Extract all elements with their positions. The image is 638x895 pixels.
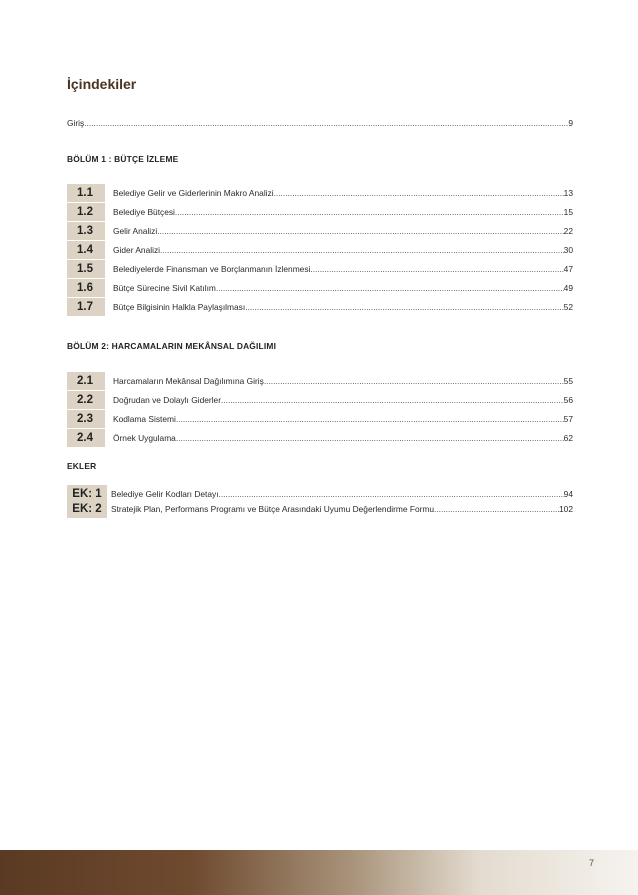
entry-number: 2.4: [67, 429, 105, 447]
entry-label: Bütçe Bilgisinin Halkla Paylaşılması: [113, 302, 246, 312]
dot-leader: [310, 264, 563, 274]
toc-entry[interactable]: [67, 260, 573, 278]
entry-label: Gider Analizi: [113, 245, 161, 255]
section-heading-1: BÖLÜM 1 : BÜTÇE İZLEME: [67, 154, 179, 164]
dot-leader: [245, 302, 563, 312]
dot-leader: [157, 226, 563, 236]
page-number: 7: [589, 858, 595, 868]
toc-title: İçindekiler: [67, 76, 137, 92]
toc-entry[interactable]: [67, 500, 573, 518]
dot-leader: [175, 207, 564, 217]
entry-number: 2.3: [67, 410, 105, 428]
dot-leader: [176, 414, 564, 424]
toc-entry[interactable]: [67, 298, 573, 316]
entry-page: 30: [563, 245, 573, 255]
dot-leader: [219, 489, 564, 499]
entry-number: 1.3: [67, 222, 105, 240]
section-heading-2: BÖLÜM 2: HARCAMALARIN MEKÂNSAL DAĞILIMI: [67, 341, 277, 351]
toc-entry[interactable]: [67, 222, 573, 240]
entry-label: Belediye Bütçesi: [113, 207, 175, 217]
entry-page: 49: [563, 283, 573, 293]
entry-number: 1.6: [67, 279, 105, 297]
entry-label: Giriş: [67, 118, 85, 128]
toc-entry[interactable]: [67, 372, 573, 390]
dot-leader: [274, 188, 564, 198]
entry-label: Stratejik Plan, Performans Programı ve Bütçe Arasındaki Uyumu Değerlendirme Formu: [111, 504, 435, 514]
entry-number: 1.2: [67, 203, 105, 221]
entry-page: 62: [563, 433, 573, 443]
toc-entry[interactable]: [67, 391, 573, 409]
toc-entry-intro[interactable]: [67, 118, 573, 128]
entry-page: 57: [563, 414, 573, 424]
dot-leader: [434, 504, 559, 514]
toc-entry[interactable]: [67, 184, 573, 202]
toc-entry[interactable]: [67, 203, 573, 221]
entry-page: 102: [559, 504, 573, 514]
entry-label: Belediye Gelir ve Giderlerinin Makro Analizi: [113, 188, 274, 198]
entry-label: Belediyelerde Finansman ve Borçlanmanın İzlenmesi: [113, 264, 311, 274]
entry-page: 15: [563, 207, 573, 217]
entry-page: 55: [563, 376, 573, 386]
dot-leader: [216, 283, 564, 293]
entry-page: 56: [563, 395, 573, 405]
entry-label: Belediye Gelir Kodları Detayı: [111, 489, 219, 499]
entry-label: Gelir Analizi: [113, 226, 158, 236]
toc-entry[interactable]: [67, 429, 573, 447]
dot-leader: [221, 395, 564, 405]
entry-label: Bütçe Sürecine Sivil Katılım: [113, 283, 216, 293]
entry-number: 1.5: [67, 260, 105, 278]
entry-page: 47: [563, 264, 573, 274]
entry-label: Örnek Uygulama: [113, 433, 176, 443]
entry-number: 2.1: [67, 372, 105, 390]
entry-number: 1.4: [67, 241, 105, 259]
entry-label: Kodlama Sistemi: [113, 414, 176, 424]
entry-page: 9: [568, 118, 573, 128]
entry-label: Harcamaların Mekânsal Dağılımına Giriş: [113, 376, 264, 386]
toc-entry[interactable]: [67, 279, 573, 297]
entry-number: EK: 1: [67, 485, 107, 503]
entry-page: 22: [563, 226, 573, 236]
dot-leader: [264, 376, 564, 386]
toc-entry[interactable]: [67, 241, 573, 259]
entry-number: 2.2: [67, 391, 105, 409]
entry-number: 1.1: [67, 184, 105, 202]
dot-leader: [160, 245, 564, 255]
entry-number: EK: 2: [67, 500, 107, 518]
dot-leader: [84, 118, 568, 128]
entry-page: 94: [563, 489, 573, 499]
entry-number: 1.7: [67, 298, 105, 316]
entry-label: Doğrudan ve Dolaylı Giderler: [113, 395, 221, 405]
entry-page: 52: [563, 302, 573, 312]
entry-page: 13: [563, 188, 573, 198]
toc-entry[interactable]: [67, 410, 573, 428]
footer-gradient-band: [0, 850, 638, 895]
appendix-heading: EKLER: [67, 461, 97, 471]
dot-leader: [176, 433, 564, 443]
